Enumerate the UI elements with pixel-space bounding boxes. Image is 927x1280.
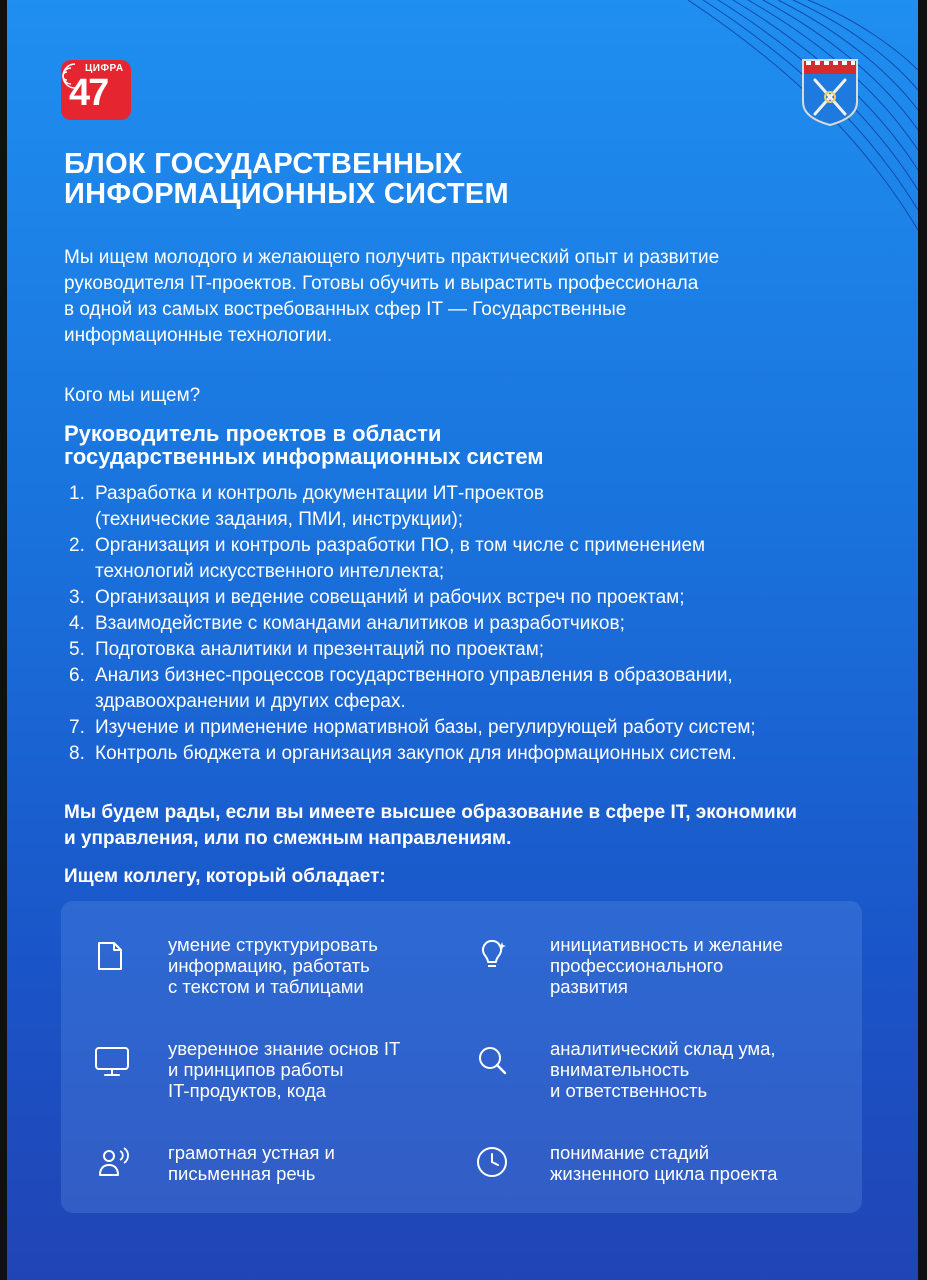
quality-line: развития xyxy=(550,976,628,997)
quality-line: уверенное знание основ IT xyxy=(168,1038,401,1059)
coat-of-arms-logo xyxy=(801,58,859,126)
quality-item xyxy=(472,934,783,997)
document-icon xyxy=(92,934,132,974)
role-title xyxy=(64,422,824,468)
duty-line: Организация и контроль разработки ПО, в том числе с применением xyxy=(95,535,706,556)
page-title xyxy=(64,149,824,209)
duty-line: Взаимодействие с командами аналитиков и разработчиков; xyxy=(95,613,625,634)
duty-item xyxy=(64,663,884,715)
speaking-person-icon xyxy=(92,1142,132,1182)
quality-line: понимание стадий xyxy=(550,1142,710,1163)
quality-line: аналитический склад ума, xyxy=(550,1038,776,1059)
duty-item xyxy=(64,637,884,663)
quality-item xyxy=(472,1142,777,1184)
lightbulb-icon xyxy=(472,934,512,974)
quality-text xyxy=(550,1142,777,1184)
duty-item xyxy=(64,533,884,585)
duty-line: Изучение и применение нормативной базы, регулирующей работу систем; xyxy=(95,717,756,738)
quality-item xyxy=(92,1142,335,1184)
vacancy-poster xyxy=(7,0,918,1280)
duty-number: 4. xyxy=(69,613,85,634)
duty-number: 3. xyxy=(69,587,85,608)
quality-line: инициативность и желание xyxy=(550,934,783,955)
role-line-2: государственных информационных систем xyxy=(64,444,544,469)
quality-line: внимательность xyxy=(550,1059,690,1080)
clock-icon xyxy=(472,1142,512,1182)
duty-line: Разработка и контроль документации ИТ-проектов xyxy=(95,483,544,504)
seek-heading: Ищем коллегу, который обладает: xyxy=(64,866,386,887)
quality-item xyxy=(92,934,378,997)
duty-item xyxy=(64,481,884,533)
quality-text xyxy=(168,1142,335,1184)
quality-item xyxy=(92,1038,400,1101)
intro-paragraph xyxy=(64,245,864,349)
title-line-1: БЛОК ГОСУДАРСТВЕННЫХ xyxy=(64,148,463,180)
intro-line: руководителя IT-проектов. Готовы обучить и вырастить профессионала xyxy=(64,273,699,294)
monitor-icon xyxy=(92,1038,132,1078)
duty-line: технологий искусственного интеллекта; xyxy=(95,561,445,582)
quality-line: и ответственность xyxy=(550,1080,708,1101)
duty-line: Контроль бюджета и организация закупок для информационных систем. xyxy=(95,743,737,764)
quality-line: жизненного цикла проекта xyxy=(550,1163,778,1184)
duty-item xyxy=(64,585,884,611)
intro-line: в одной из самых востребованных сфер IT — Государственные xyxy=(64,299,627,320)
duty-line: (технические задания, ПМИ, инструкции); xyxy=(95,509,464,530)
duty-number: 2. xyxy=(69,535,85,556)
duty-number: 7. xyxy=(69,717,85,738)
quality-text xyxy=(550,934,783,997)
quality-line: письменная речь xyxy=(168,1163,316,1184)
quality-text xyxy=(168,934,378,997)
quality-line: и принципов работы xyxy=(168,1059,344,1080)
quality-line: IT-продуктов, кода xyxy=(168,1080,327,1101)
search-icon xyxy=(472,1038,512,1078)
duty-line: здравоохранении и других сферах. xyxy=(95,691,406,712)
quality-line: умение структурировать xyxy=(168,934,378,955)
duty-number: 8. xyxy=(69,743,85,764)
quality-line: грамотная устная и xyxy=(168,1142,335,1163)
education-line: и управления, или по смежным направлениям. xyxy=(64,828,512,849)
duty-number: 1. xyxy=(69,483,85,504)
education-line: Мы будем рады, если вы имеете высшее образование в сфере IT, экономики xyxy=(64,802,797,823)
duty-item xyxy=(64,715,884,741)
quality-text xyxy=(168,1038,400,1101)
duty-line: Организация и ведение совещаний и рабочих встреч по проектам; xyxy=(95,587,685,608)
duty-item xyxy=(64,611,884,637)
education-paragraph xyxy=(64,800,884,852)
quality-item xyxy=(472,1038,776,1101)
duty-number: 5. xyxy=(69,639,85,660)
duty-line: Анализ бизнес-процессов государственного управления в образовании, xyxy=(95,665,733,686)
who-heading: Кого мы ищем? xyxy=(64,385,201,406)
logo-wordmark: ЦИФРА xyxy=(85,63,124,74)
quality-line: информацию, работать xyxy=(168,955,370,976)
logo-number: 47 xyxy=(69,72,108,114)
decorative-wave-lines xyxy=(658,0,918,250)
duty-line: Подготовка аналитики и презентаций по проектам; xyxy=(95,639,545,660)
intro-line: информационные технологии. xyxy=(64,325,333,346)
intro-line: Мы ищем молодого и желающего получить практический опыт и развитие xyxy=(64,247,720,268)
duty-number: 6. xyxy=(69,665,85,686)
duties-list xyxy=(64,481,884,767)
quality-line: с текстом и таблицами xyxy=(168,976,364,997)
quality-line: профессионального xyxy=(550,955,724,976)
quality-text xyxy=(550,1038,776,1101)
duty-item xyxy=(64,741,884,767)
title-line-2: ИНФОРМАЦИОННЫХ СИСТЕМ xyxy=(64,178,509,210)
role-line-1: Руководитель проектов в области xyxy=(64,421,442,446)
